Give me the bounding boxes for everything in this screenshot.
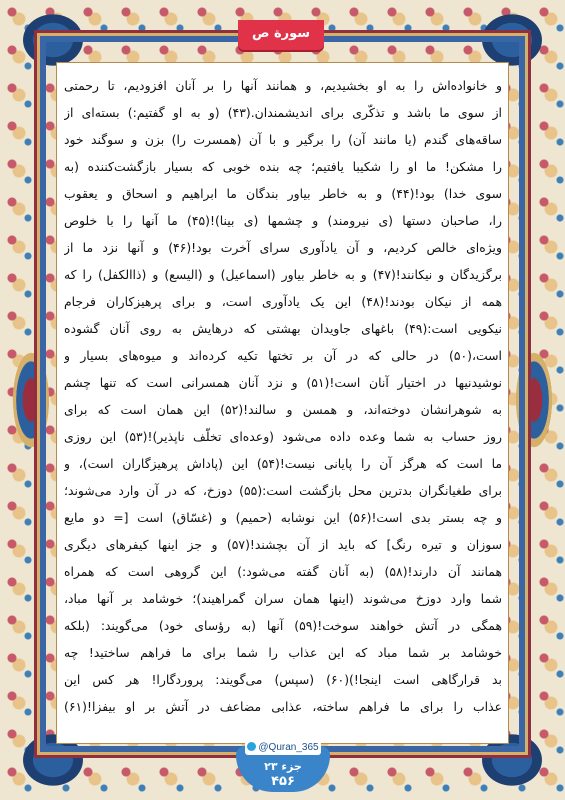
text-line: و خانواده‌اش را به او بخشیدیم، و همانند آنها را بر آنان افزودیم، تا رحمتی (64, 78, 502, 93)
text-line: خوشامد بر شما مباد که این عذاب را شما برای ما فراهم ساختید! چه (64, 645, 502, 660)
text-line: را مشکن! ما او را شکیبا یافتیم؛ چه بنده خوبی که بسیار بازگشت‌کننده (به (64, 159, 502, 174)
text-line: همه از نیکان بودند!(۴۸) این یک یادآوری است، و برای پرهیزکاران فرجام (64, 294, 502, 309)
text-line: را، صاحبان دستها (ی نیرومند) و چشمها (ی بینا)!(۴۵) ما آنها را با خلوص (64, 213, 502, 228)
text-line: نیکویی است:(۴۹) باغهای جاویدان بهشتی که درهایش به روی آنان گشوده (64, 321, 502, 336)
text-line: همگی در آتش خواهند سوخت!(۵۹) آنها (به رؤسای خود) می‌گویند: (بلکه (64, 618, 502, 633)
text-line: نوشیدنیها در اختیار آنان است!(۵۱) و نزد آنان همسرانی است که تنها چشم (64, 375, 502, 390)
text-line: ویژه‌ای خالص کردیم، و آن یادآوری سرای آخرت بود!(۴۶) و آنها نزد ما از (64, 240, 502, 255)
text-line: شما وارد دوزخ می‌شوند (اینها همان سران گمراهیند)؛ خوشامد بر آنها مباد، (64, 591, 502, 606)
text-line: بد قرارگاهی است اینجا!)(۶۰) (سپس) می‌گویند: پروردگارا! هر کس این (64, 672, 502, 687)
text-line: عذاب را برای ما فراهم ساخته، عذابی مضاعف در آتش بر او بیفزا!(۶۱) (64, 699, 502, 714)
juz-label: جزء ۲۳ (264, 760, 302, 773)
channel-handle-text: @Quran_365 (258, 742, 319, 753)
text-line: به شوهرانشان دوخته‌اند، و همسن و سالند!(۵۲) این همان است که برای (64, 402, 502, 417)
surah-title-badge: سورة ص (238, 20, 324, 50)
text-line: برگزیدگان و نیکانند!(۴۷) و به خاطر بیاور (اسماعیل) و (الیسع) و (ذاالکفل) را که (64, 267, 502, 282)
text-line: همانند آن دارند!(۵۸) (به آنان گفته می‌شود:) این گروهی است که همراه (64, 564, 502, 579)
text-line: سوی خدا) بود!(۴۴) و به خاطر بیاور بندگان ما ابراهیم و اسحاق و یعقوب (64, 186, 502, 201)
text-line: ساقه‌های گندم (یا مانند آن) را برگیر و با آن (همسرت را) بزن و سوگند خود (64, 132, 502, 147)
text-line: روز حساب به شما وعده داده می‌شود (وعده‌ای تخلّف ناپذیر)!(۵۳) این روزی (64, 429, 502, 444)
text-line: است،(۵۰) در حالی که در آن بر تختها تکیه کرده‌اند و میوه‌های بسیار و (64, 348, 502, 363)
text-line: سوزان و تیره رنگ] که باید از آن بچشند!(۵۷) و جز اینها کیفرهای دیگری (64, 537, 502, 552)
channel-handle[interactable] (245, 741, 321, 755)
text-line: از سوی ما باشد و تذکّری برای اندیشمندان.(۴۳) (و به او گفتیم:) بسته‌ای از (64, 105, 502, 120)
page-number: ۴۵۶ (271, 774, 295, 789)
translation-text (64, 72, 502, 720)
telegram-icon (247, 742, 256, 751)
text-line: ما است که هرگز آن را پایانی نیست!(۵۴) این (پاداش پرهیزگاران است)، و (64, 456, 502, 471)
text-line: و چه بستر بدی است!(۵۶) این نوشابه (حمیم) و (غسّاق) است [= دو مایع (64, 510, 502, 525)
text-line: برای طغیانگران بدترین محل بازگشت است:(۵۵) دوزخ، که در آن وارد می‌شوند؛ (64, 483, 502, 498)
